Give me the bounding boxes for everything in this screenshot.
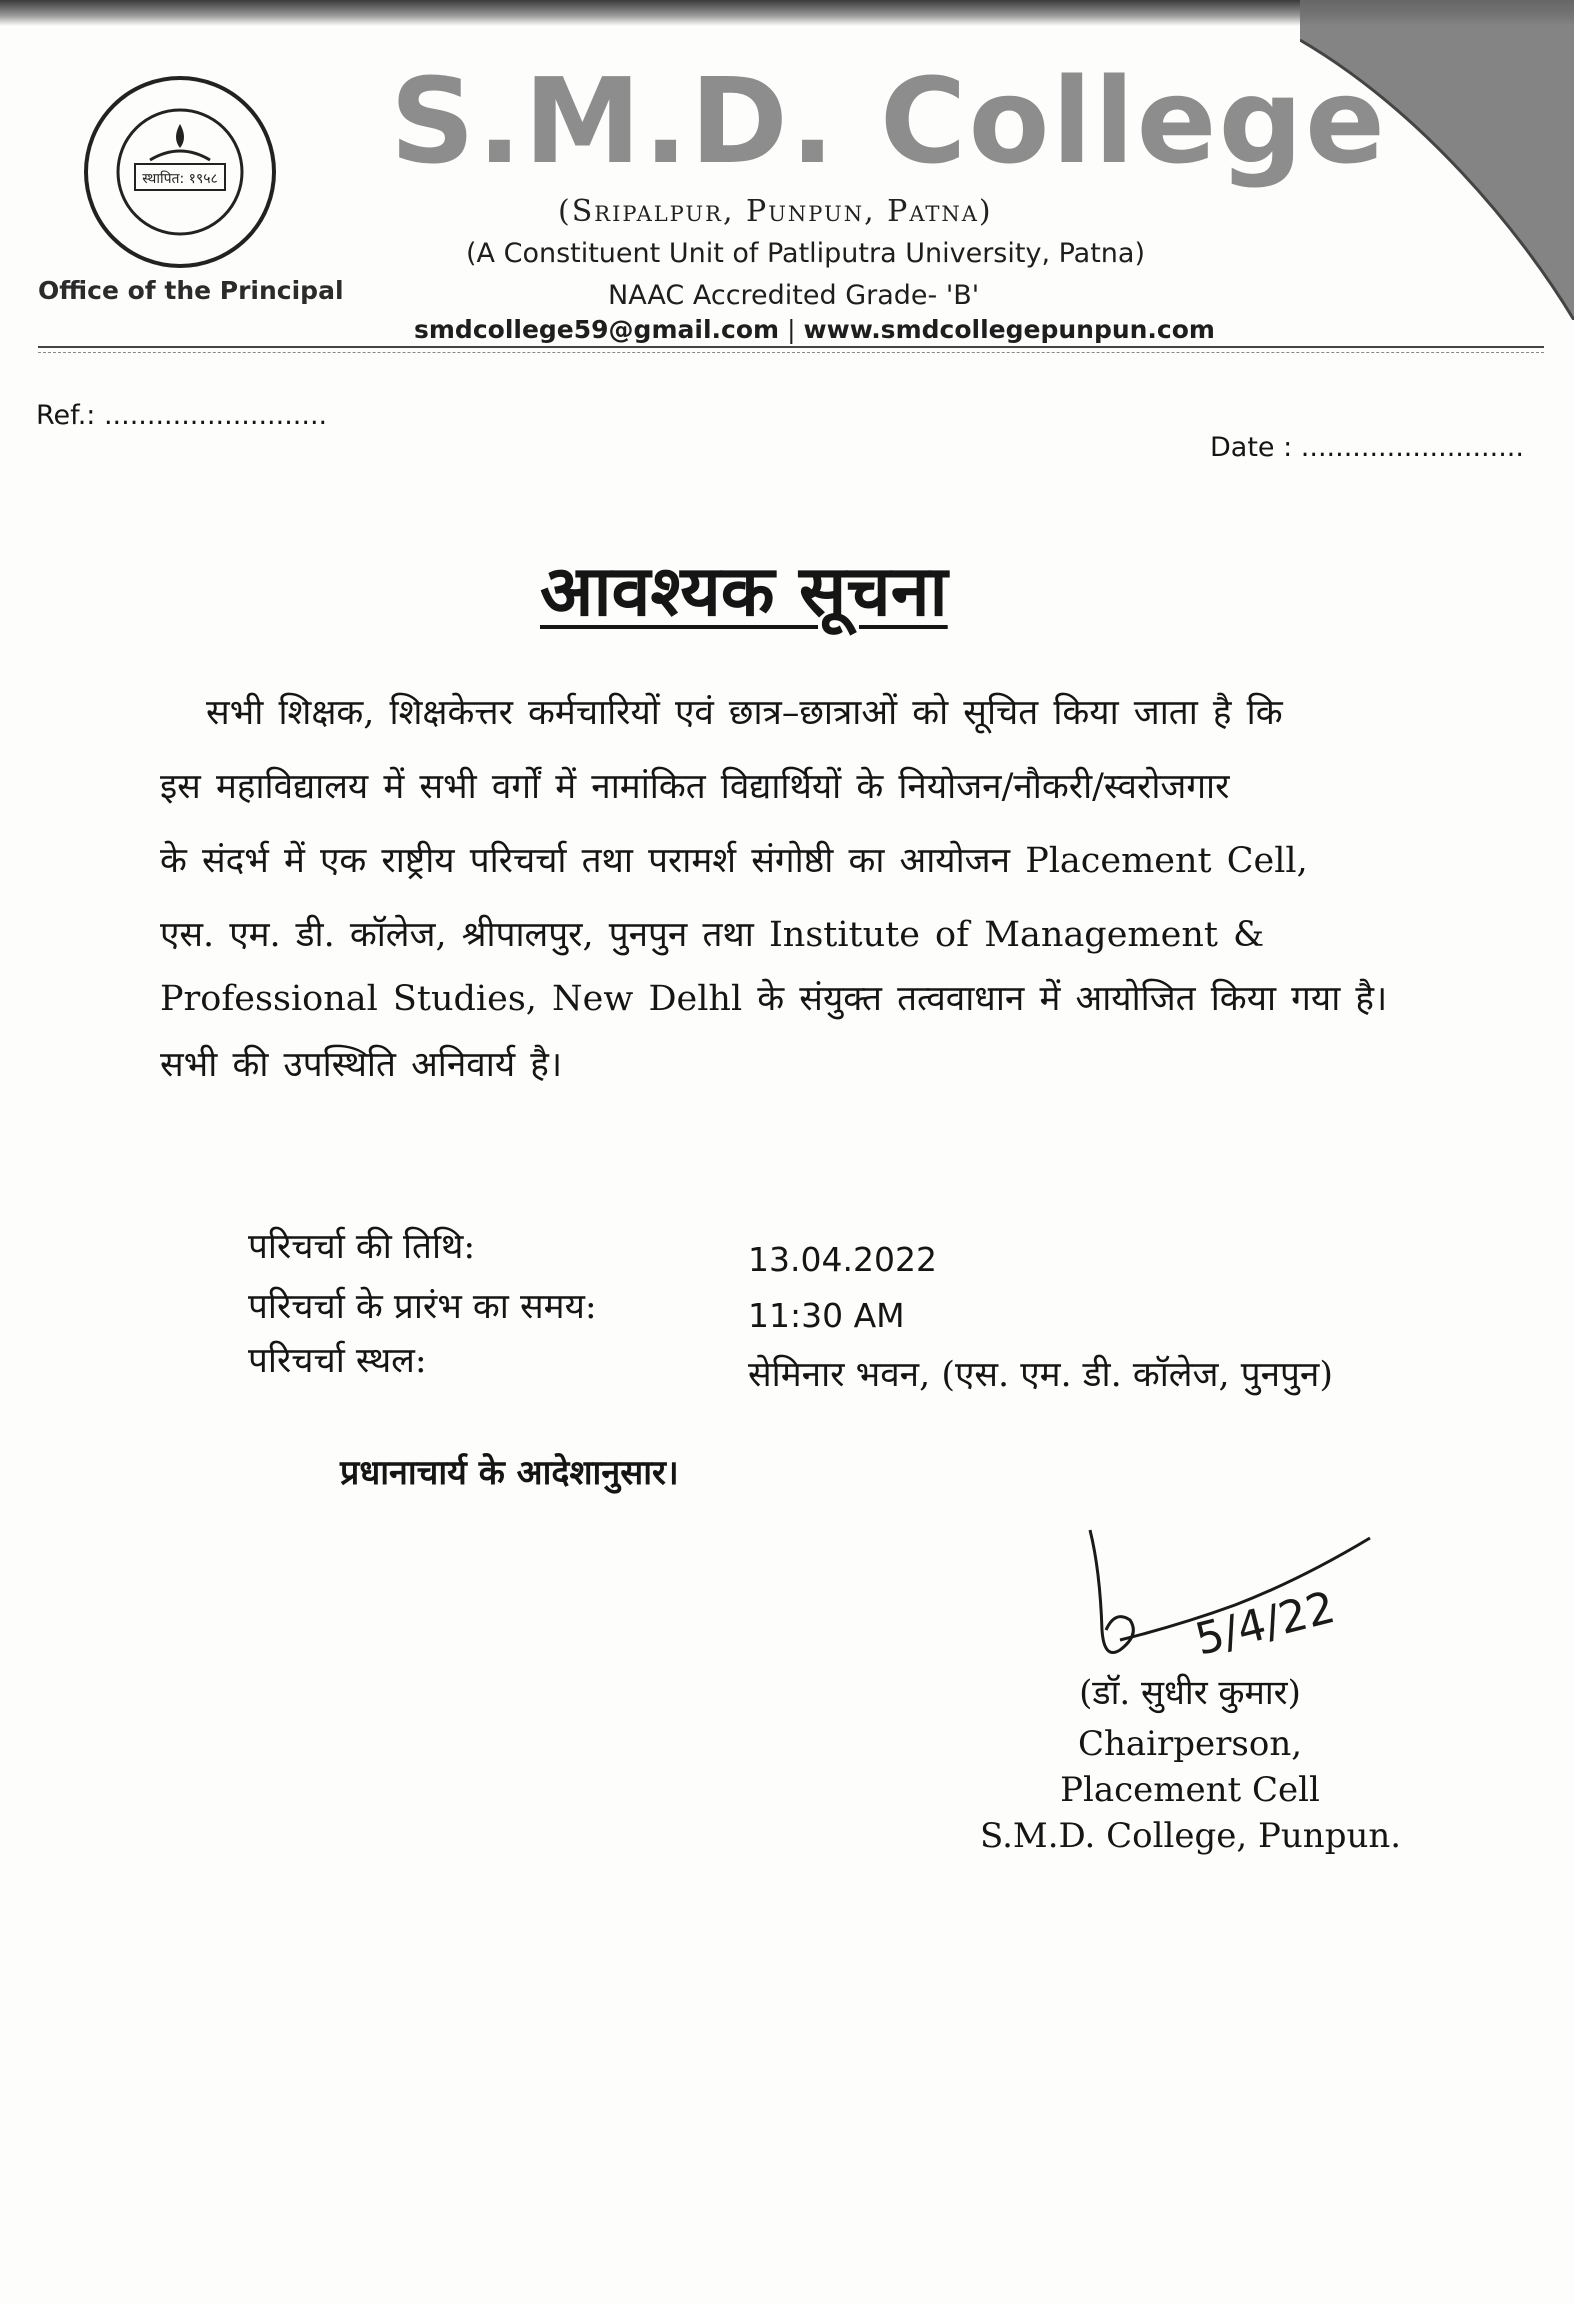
detail-label-date: परिचर्चा की तिथि: [248,1227,476,1267]
signatory-institution: S.M.D. College, Punpun. [980,1816,1402,1856]
contact-separator: | [787,315,796,344]
college-affiliation: (A Constituent Unit of Patliputra University, Patna) [466,238,1145,269]
notice-line: सभी की उपस्थिति अनिवार्य है। [160,1045,563,1085]
detail-value-venue: सेमिनार भवन, (एस. एम. डी. कॉलेज, पुनपुन) [748,1355,1333,1395]
svg-text:स्थापित: १९५८: स्थापित: १९५८ [142,171,218,187]
college-email: smdcollege59@gmail.com [414,315,780,344]
office-of-principal: Office of the Principal [38,276,344,305]
detail-label-time: परिचर्चा के प्रारंभ का समय: [248,1287,597,1327]
notice-line: एस. एम. डी. कॉलेज, श्रीपालपुर, पुनपुन तथा Institute of Management & [160,915,1265,955]
detail-value-date: 13.04.2022 [748,1240,937,1279]
naac-grade: NAAC Accredited Grade- 'B' [608,280,980,311]
college-name: S.M.D. College [390,52,1388,190]
signatory-designation: Chairperson, [1077,1724,1303,1764]
college-seal [80,72,280,272]
college-website: www.smdcollegepunpun.com [803,315,1215,344]
ref-field: Ref.: .......................... [36,400,328,431]
header-rule [38,346,1544,348]
handwritten-signature [1060,1510,1400,1680]
signatory-name: (डॉ. सुधीर कुमार) [1079,1673,1301,1713]
notice-line: के संदर्भ में एक राष्ट्रीय परिचर्चा तथा परामर्श संगोष्ठी का आयोजन Placement Cell, [160,841,1308,881]
notice-line: सभी शिक्षक, शिक्षकेत्तर कर्मचारियों एवं छात्र–छात्राओं को सूचित किया जाता है कि [206,693,1283,733]
detail-value-time: 11:30 AM [748,1296,905,1335]
header-rule-dashed [38,352,1544,353]
date-field: Date : .......................... [1210,432,1524,463]
order-line: प्रधानाचार्य के आदेशानुसार। [340,1453,679,1493]
college-location: (Sripalpur, Punpun, Patna) [558,194,993,229]
svg-text:5/4/22: 5/4/22 [1190,1581,1341,1666]
signatory-unit: Placement Cell [1060,1770,1320,1810]
notice-title: आवश्यक सूचना [540,550,948,632]
notice-line: इस महाविद्यालय में सभी वर्गों में नामांकित विद्यार्थियों के नियोजन/नौकरी/स्वरोजगार [160,767,1230,807]
detail-label-venue: परिचर्चा स्थल: [248,1341,427,1381]
seal-icon [80,72,280,272]
contact-line [414,315,1215,344]
notice-line: Professional Studies, New Delhl के संयुक्त तत्ववाधान में आयोजित किया गया है। [160,979,1388,1019]
